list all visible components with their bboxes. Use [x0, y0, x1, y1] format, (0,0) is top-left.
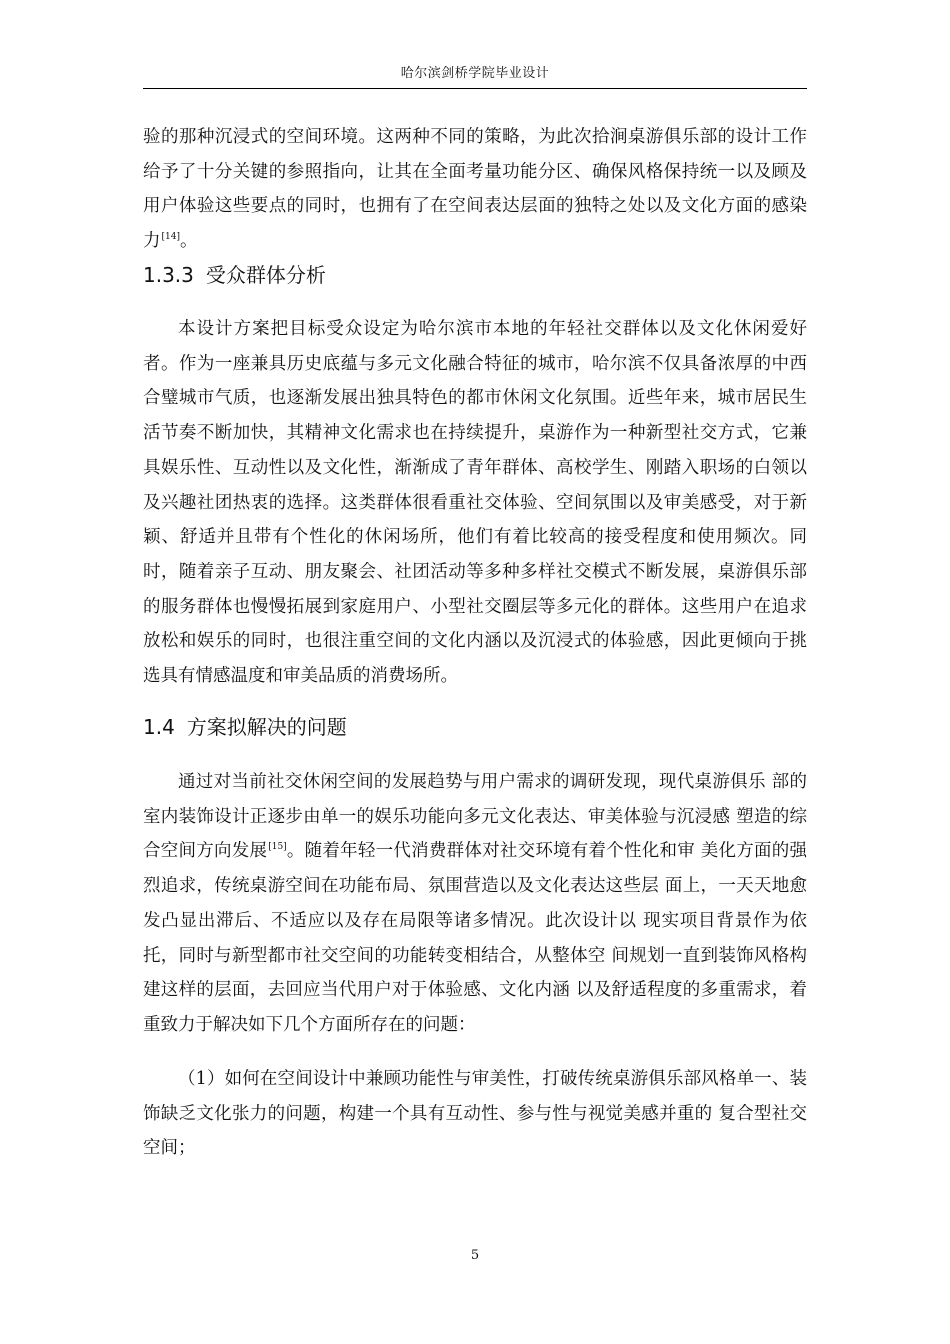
paragraph-problem — [143, 765, 807, 1043]
paragraph-text: 验的那种沉浸式的空间环境。这两种不同的策略，为此次拾涧桌游俱乐部的设计工作给予了十分关键的参照指向，让其在全面考量功能分区、确保风格保持统一以及顾及用户体验这些要点的同时，也拥有了在空间表达层面的独特之处以及文化方面的感染力 — [143, 127, 807, 252]
page-number: 5 — [470, 1248, 480, 1263]
paragraph-text-continued: 。随着年轻一代消费群体对社交环境有着个性化和审 美化方面的强烈追求，传统桌游空间在功能布局、氛围营造以及文化表达这些层 面上，一天天地愈发凸显出滞后、不适应以及存在局限等诸多情况。此次设计以 现实项目背景作为依托，同时与新型都市社交空间的功能转变相结合，从整体空 间规划一直到装饰风格构建这样的层面，去回应当代用户对于体验感、文化内涵 以及舒适程度的多重需求，着重致力于解决如下几个方面所存在的问题： — [143, 841, 808, 1035]
list-item-1: （1）如何在空间设计中兼顾功能性与审美性，打破传统桌游俱乐部风格单一、装饰缺乏文化张力的问题，构建一个具有互动性、参与性与视觉美感并重的 复合型社交空间； — [143, 1069, 807, 1159]
section-title: 方案拟解决的问题 — [186, 715, 347, 739]
citation-marker: [14] — [161, 232, 180, 243]
header-rule — [143, 88, 807, 89]
paragraph-audience: 本设计方案把目标受众设定为哈尔滨市本地的年轻社交群体以及文化休闲爱好者。作为一座兼具历史底蕴与多元文化融合特征的城市，哈尔滨不仅具备浓厚的中西合璧城市气质，也逐渐发展出独具特色的都市休闲文化氛围。近些年来，城市居民生活节奏不断加快，其精神文化需求也在持续提升，桌游作为一种新型社交方式，它兼具娱乐性、互动性以及文化性，渐渐成了青年群体、高校学生、刚踏入职场的白领以及兴趣社团热衷的选择。这类群体很看重社交体验、空间氛围以及审美感受，对于新颖、舒适并且带有个性化的休闲场所，他们有着比较高的接受程度和使用频次。同时，随着亲子互动、朋友聚会、社团活动等多种多样社交模式不断发展，桌游俱乐部的服务群体也慢慢拓展到家庭用户、小型社交圈层等多元化的群体。这些用户在追求放松和娱乐的同时，也很注重空间的文化内涵以及沉浸式的体验感，因此更倾向于挑选具有情感温度和审美品质的消费场所。 — [143, 319, 807, 687]
citation-marker: [15] — [268, 842, 287, 853]
paragraph-tail: 。 — [179, 231, 198, 252]
section-title: 受众群体分析 — [205, 263, 326, 287]
section-number: 1.4 — [143, 715, 175, 739]
paragraph-continuation — [143, 120, 807, 259]
running-header: 哈尔滨剑桥学院毕业设计 — [400, 66, 550, 81]
paragraph-text: 通过对当前社交休闲空间的发展趋势与用户需求的调研发现，现代桌游俱乐 部的室内装饰设计正逐步由单一的娱乐功能向多元文化表达、审美体验与沉浸感 塑造的综合空间方向发展 — [143, 772, 807, 862]
section-heading-1-3-3 — [143, 261, 807, 289]
section-number: 1.3.3 — [143, 263, 194, 287]
section-heading-1-4 — [143, 713, 807, 741]
